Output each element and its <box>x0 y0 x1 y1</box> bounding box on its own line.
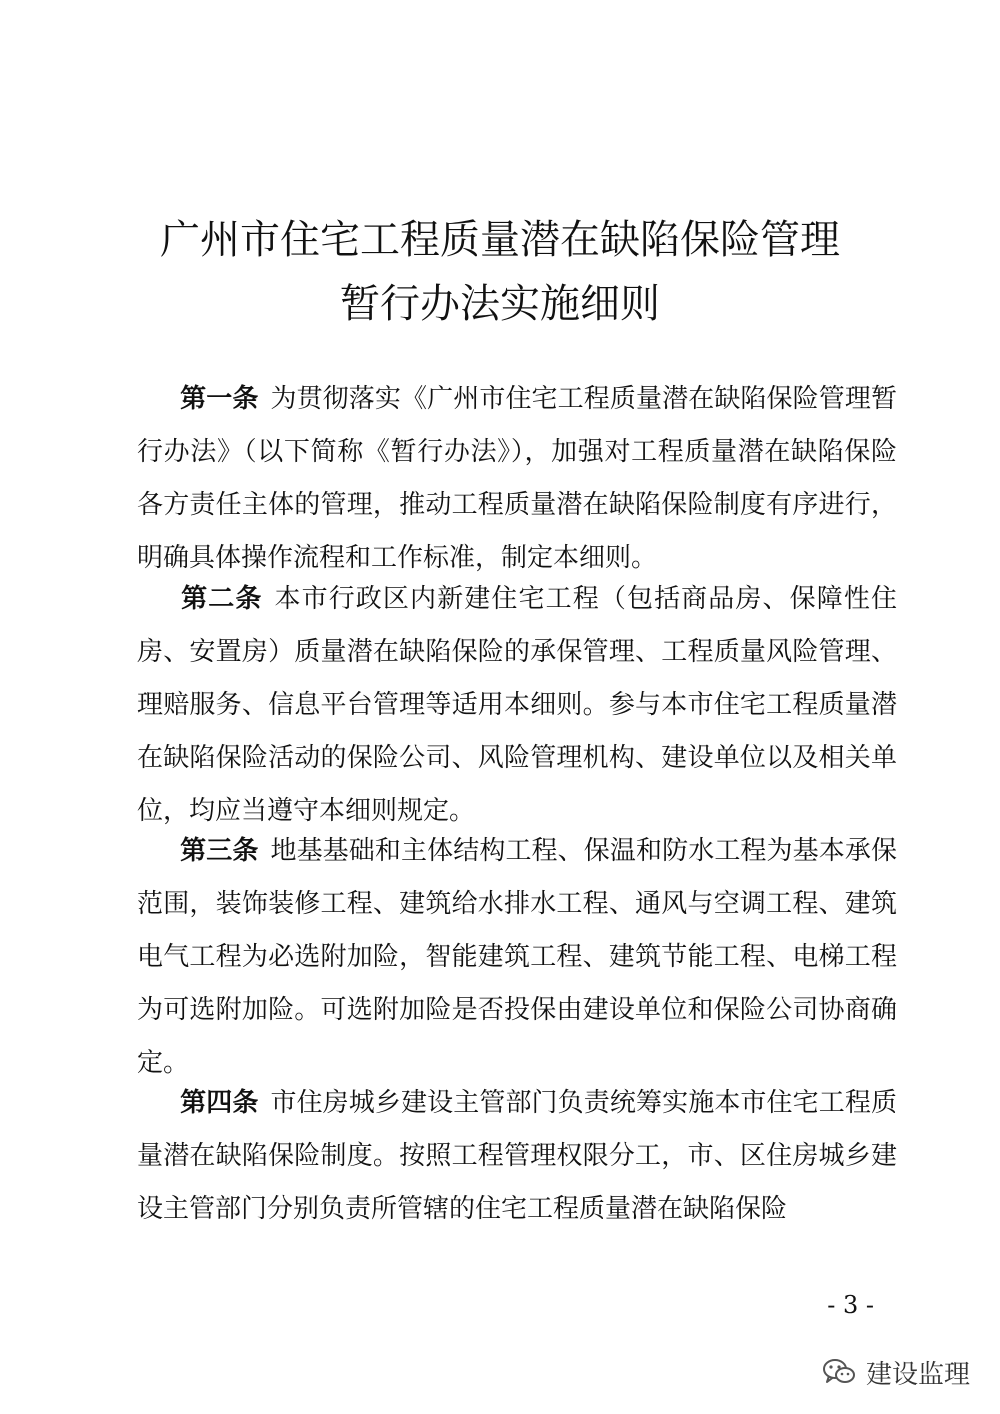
article-2-text: 本市行政区内新建住宅工程（包括商品房、保障性住房、安置房）质量潜在缺陷保险的承保管理、工程质量风险管理、理赔服务、信息平台管理等适用本细则。参与本市住宅工程质量潜在缺陷保险活动的保险公司、风险管理机构、建设单位以及相关单位，均应当遵守本细则规定。 <box>137 584 897 826</box>
wechat-icon <box>822 1358 856 1386</box>
article-4-heading: 第四条 <box>180 1088 259 1118</box>
article-1 <box>137 373 897 585</box>
watermark <box>822 1352 970 1392</box>
watermark-label: 建设监理 <box>865 1359 970 1390</box>
document-title-line-2: 暂行办法实施细则 <box>340 281 660 327</box>
article-1-heading: 第一条 <box>180 384 259 414</box>
article-3-heading: 第三条 <box>180 836 259 866</box>
article-4 <box>137 1077 897 1236</box>
article-1-text: 为贯彻落实《广州市住宅工程质量潜在缺陷保险管理暂行办法》（以下简称《暂行办法》），加强对工程质量潜在缺陷保险各方责任主体的管理，推动工程质量潜在缺陷保险制度有序进行，明确具体操作流程和工作标准，制定本细则。 <box>137 384 897 573</box>
article-3-text: 地基基础和主体结构工程、保温和防水工程为基本承保范围，装饰装修工程、建筑给水排水工程、通风与空调工程、建筑电气工程为必选附加险，智能建筑工程、建筑节能工程、电梯工程为可选附加险。可选附加险是否投保由建设单位和保险公司协商确定。 <box>137 836 897 1078</box>
article-2 <box>137 573 897 838</box>
page-number: - 3 - <box>827 1291 874 1319</box>
article-4-text: 市住房城乡建设主管部门负责统筹实施本市住宅工程质量潜在缺陷保险制度。按照工程管理权限分工，市、区住房城乡建设主管部门分别负责所管辖的住宅工程质量潜在缺陷保险 <box>137 1088 897 1224</box>
article-2-heading: 第二条 <box>180 584 263 614</box>
document-title-line-1: 广州市住宅工程质量潜在缺陷保险管理 <box>160 217 840 263</box>
article-3 <box>137 825 897 1090</box>
